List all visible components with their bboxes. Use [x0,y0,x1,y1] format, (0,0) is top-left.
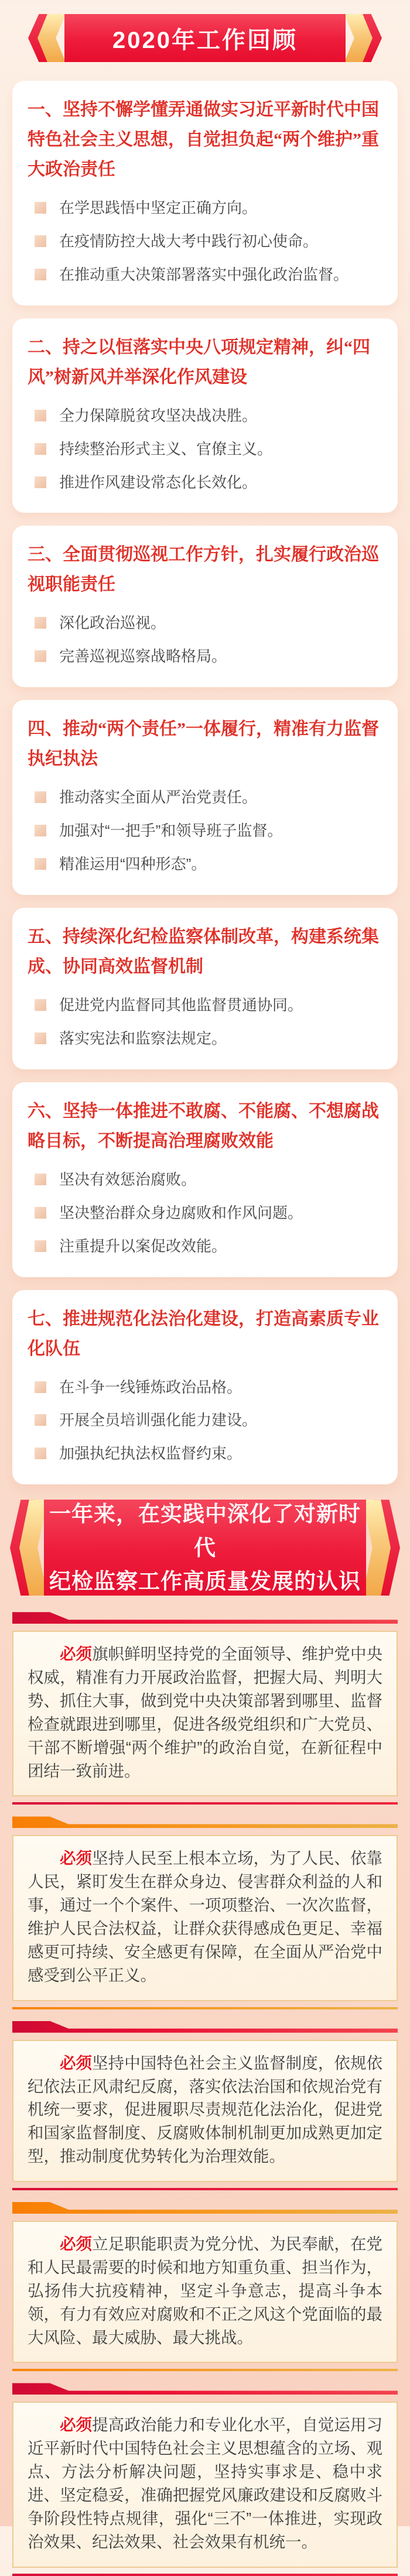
square-bullet-icon [35,1414,46,1426]
orange-ribbon-divider [12,2202,398,2214]
must-lead: 必须 [60,2053,93,2072]
red-ribbon-divider [12,2021,398,2033]
insight-card [12,2402,398,2567]
list-item: 加强对“一把手”和领导班子监督。 [28,820,382,842]
must-lead: 必须 [60,2416,93,2434]
insight-paragraph [28,1642,382,1782]
list-item: 落实宪法和监察法规定。 [28,1028,382,1049]
square-bullet-icon [35,235,46,247]
red-divider-line [12,2574,398,2576]
list-item: 完善巡视巡察战略格局。 [28,646,382,667]
list-item: 在斗争一线锤炼政治品格。 [28,1377,382,1398]
section-items [28,612,382,667]
title-banner [28,14,382,62]
red-divider-line [12,2188,398,2190]
section-title: 五、持续深化纪检监察体制改革，构建系统集成、协同高效监督机制 [28,927,379,976]
list-item: 加强执纪执法权监督约束。 [28,1443,382,1464]
list-item: 促进党内监督同其他监督贯通协同。 [28,994,382,1016]
insight-block-3 [0,2021,410,2190]
list-item: 持续整治形式主义、官僚主义。 [28,438,382,460]
orange-divider-line [12,2007,398,2009]
list-item: 开展全员培训强化能力建设。 [28,1409,382,1431]
insight-block-5 [0,2383,410,2575]
insight-paragraph [28,2052,382,2168]
list-item: 在疫情防控大战大考中践行初心使命。 [28,231,382,252]
square-bullet-icon [35,269,46,280]
section-title: 三、全面贯彻巡视工作方针，扎实履行政治巡视职能责任 [28,545,379,595]
title-banner-text: 2020年工作回顾 [64,14,346,62]
section-card-5 [12,908,398,1069]
square-bullet-icon [35,476,46,488]
list-item: 深化政治巡视。 [28,612,382,634]
orange-ribbon-divider [12,1816,398,1828]
insight-block-1 [0,1612,410,1805]
list-item: 在学思践悟中坚定正确方向。 [28,197,382,219]
list-item: 推进作风建设常态化长效化。 [28,472,382,493]
square-bullet-icon [35,410,46,421]
insight-card [12,1631,398,1796]
insight-text: 提高政治能力和专业化水平，自觉运用习近平新时代中国特色社会主义思想蕴含的立场、观点、方法分析解决问题，坚持实事求是、稳中求进、坚定稳妥，准确把握党风廉政建设和反腐败斗争阶段性特点规律，强化“三不”一体推进，实现政治效果、纪法效果、社会效果有机统一。 [28,2416,383,2551]
insight-banner-line1: 一年来，在实践中深化了对新时代 [49,1502,361,1560]
orange-divider-line [12,2369,398,2371]
section-title: 一、坚持不懈学懂弄通做实习近平新时代中国特色社会主义思想，自觉担负起“两个维护”重大政治责任 [28,100,379,179]
section-card-2 [12,318,398,513]
insight-banner [10,1500,400,1596]
insight-text: 坚持中国特色社会主义监督制度，依规依纪依法正风肃纪反腐，落实依法治国和依规治党有机统一要求，促进履职尽责规范化法治化，促进党和国家监督制度、反腐败体制机制更加成熟更加定型，推动制度优势转化为治理效能。 [28,2053,383,2166]
section-card-6 [12,1082,398,1277]
insight-text: 坚持人民至上根本立场，为了人民、依靠人民，紧盯发生在群众身边、侵害群众利益的人和事，通过一个个案件、一项项整治、一次次监督，维护人民合法权益，让群众获得感成色更足、幸福感更可持续、安全感更有保障，在全面从严治党中感受到公平正义。 [28,1849,383,1984]
section-card-3 [12,526,398,687]
insight-text: 立足职能职责为党分忧、为民奉献，在党和人民最需要的时候和地方知重负重、担当作为，弘扬伟大抗疫精神，坚定斗争意志，提高斗争本领，有力有效应对腐败和不正之风这个党面临的最大风险、最大威胁、最大挑战。 [28,2235,383,2347]
red-ribbon-divider [12,2383,398,2395]
square-bullet-icon [35,650,46,662]
section-card-1 [12,81,398,306]
list-item: 推动落实全面从严治党责任。 [28,787,382,808]
square-bullet-icon [35,1207,46,1219]
list-item: 精准运用“四种形态”。 [28,853,382,875]
section-items [28,197,382,286]
square-bullet-icon [35,858,46,870]
square-bullet-icon [35,791,46,803]
section-title: 四、推动“两个责任”一体履行，精准有力监督执纪执法 [28,719,379,769]
spacer [0,1596,410,1612]
section-items [28,994,382,1049]
square-bullet-icon [35,1448,46,1459]
section-title: 六、坚持一体推进不敢腐、不能腐、不想腐战略目标，不断提高治理腐败效能 [28,1101,379,1151]
section-card-4 [12,700,398,895]
insight-paragraph [28,1847,382,1987]
insight-text: 旗帜鲜明坚持党的全面领导、维护党中央权威，精准有力开展政治监督，把握大局、判明大势、抓住大事，做到党中央决策部署到哪里、监督检查就跟进到哪里，促进各级党组织和广大党员、干部不断增强“两个维护”的政治自觉，在新征程中团结一致前进。 [28,1645,383,1780]
list-item: 在推动重大决策部署落实中强化政治监督。 [28,264,382,286]
section-card-7 [12,1290,398,1485]
list-item: 坚决整治群众身边腐败和作风问题。 [28,1202,382,1224]
insight-banner-line2: 纪检监察工作高质量发展的认识 [49,1569,361,1593]
spacer [0,62,410,81]
square-bullet-icon [35,825,46,836]
section-title: 二、持之以恒落实中央八项规定精神，纠“四风”树新风并举深化作风建设 [28,337,370,387]
section-items [28,405,382,493]
red-ribbon-divider [12,1612,398,1624]
must-lead: 必须 [60,1849,93,1868]
work-review-poster [0,14,410,2551]
insight-card [12,1835,398,2001]
insight-paragraph [28,2232,382,2349]
square-bullet-icon [35,1033,46,1044]
insight-block-4 [0,2202,410,2371]
must-lead: 必须 [60,1645,93,1663]
insight-card [12,2040,398,2182]
square-bullet-icon [35,1174,46,1185]
list-item: 全力保障脱贫攻坚决战决胜。 [28,405,382,427]
insight-banner-text [44,1500,366,1596]
square-bullet-icon [35,617,46,629]
section-items [28,1377,382,1465]
insight-paragraph [28,2413,382,2553]
red-divider-line [12,1802,398,1805]
list-item: 坚决有效惩治腐败。 [28,1169,382,1191]
square-bullet-icon [35,1381,46,1393]
square-bullet-icon [35,443,46,455]
insight-block-2 [0,1816,410,2009]
square-bullet-icon [35,999,46,1011]
square-bullet-icon [35,202,46,214]
section-items [28,1169,382,1257]
section-title: 七、推进规范化法治化建设，打造高素质专业化队伍 [28,1309,379,1359]
list-item: 注重提升以案促改效能。 [28,1236,382,1257]
section-items [28,787,382,875]
must-lead: 必须 [60,2235,93,2253]
square-bullet-icon [35,1240,46,1252]
insight-card [12,2221,398,2363]
